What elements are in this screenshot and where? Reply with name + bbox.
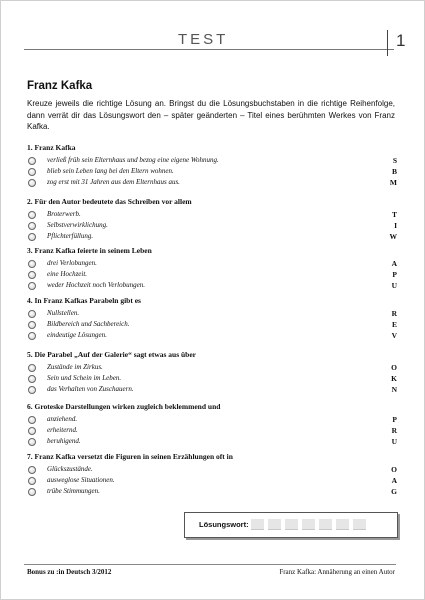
answer-option[interactable] [27,437,397,446]
answer-text: zog erst mit 31 Jahren aus dem Elternhaus aus. [47,178,180,186]
page-number: 1 [396,31,406,50]
answer-text: drei Verlobungen. [47,259,97,267]
answer-option[interactable] [27,270,397,279]
answer-option[interactable] [27,476,397,485]
answer-text: Nullstellen. [47,309,80,317]
question-title: 2. Für den Autor bedeutete das Schreiben vor allem [27,197,192,206]
radio-circle-icon[interactable] [28,282,36,290]
answer-text: trübe Stimmungen. [47,487,100,495]
answer-option[interactable] [27,281,397,290]
radio-circle-icon[interactable] [28,260,36,268]
solution-letter: I [394,221,397,230]
question-title: 3. Franz Kafka feierte in seinem Leben [27,246,152,255]
letter-slot[interactable] [285,519,298,530]
answer-option[interactable] [27,309,397,318]
solution-letter: R [391,309,397,318]
answer-option[interactable] [27,426,397,435]
answer-text: Zustände im Zirkus. [47,363,103,371]
radio-circle-icon[interactable] [28,477,36,485]
header-rule [24,49,394,50]
solution-letter: P [392,270,397,279]
answer-option[interactable] [27,331,397,340]
radio-circle-icon[interactable] [28,168,36,176]
footer-topic: Franz Kafka: Annäherung an einen Autor [279,568,395,576]
letter-slot[interactable] [251,519,264,530]
answer-option[interactable] [27,210,397,219]
solution-letter: V [391,331,397,340]
answer-option[interactable] [27,465,397,474]
question-title: 7. Franz Kafka versetzt die Figuren in seinen Erzählungen oft in [27,452,233,461]
answer-text: erheiternd. [47,426,78,434]
solution-letter: P [392,415,397,424]
solution-letter: O [391,363,397,372]
letter-slot[interactable] [302,519,315,530]
answer-text: Selbstverwirklichung. [47,221,108,229]
answer-text: Sein und Schein im Leben. [47,374,122,382]
letter-slot[interactable] [353,519,366,530]
answer-text: eindeutige Lösungen. [47,331,107,339]
answer-text: ausweglose Situationen. [47,476,115,484]
radio-circle-icon[interactable] [28,222,36,230]
radio-circle-icon[interactable] [28,466,36,474]
page-number-divider [387,30,388,56]
solution-letter: M [389,178,397,187]
answer-text: Bildbereich und Sachbereich. [47,320,130,328]
answer-text: beruhigend. [47,437,81,445]
radio-circle-icon[interactable] [28,438,36,446]
solution-letter: A [391,259,397,268]
answer-text: blieb sein Leben lang bei den Eltern wohnen. [47,167,174,175]
solution-letter: E [391,320,397,329]
radio-circle-icon[interactable] [28,375,36,383]
document-title: Franz Kafka [27,80,93,92]
footer-source: Bonus zu :in Deutsch 3/2012 [27,568,112,576]
answer-text: das Verhalten von Zuschauern. [47,385,134,393]
answer-option[interactable] [27,385,397,394]
radio-circle-icon[interactable] [28,386,36,394]
radio-circle-icon[interactable] [28,364,36,372]
solution-letter: O [391,465,397,474]
solution-letter: S [392,156,397,165]
radio-circle-icon[interactable] [28,179,36,187]
question-title: 5. Die Parabel „Auf der Galerie“ sagt etwas aus über [27,350,197,359]
answer-text: eine Hochzeit. [47,270,88,278]
instructions-paragraph: Kreuze jeweils die richtige Lösung an. Bringst du die Lösungsbuchstaben in die richtige Reihenfolge, dann verrät dir das Lösungswort den – später geänderten – Titel eines berühmten Werkes von Franz Kafka. [27,99,395,131]
answer-text: anziehend. [47,415,78,423]
loesungswort-box [184,512,398,538]
answer-option[interactable] [27,232,397,241]
solution-letter: K [391,374,397,383]
radio-circle-icon[interactable] [28,321,36,329]
answer-option[interactable] [27,374,397,383]
solution-letter: T [391,210,397,219]
answer-option[interactable] [27,156,397,165]
answer-option[interactable] [27,259,397,268]
answer-text: verließ früh sein Elternhaus und bezog eine eigene Wohnung. [47,156,219,164]
solution-letter: N [391,385,397,394]
radio-circle-icon[interactable] [28,332,36,340]
radio-circle-icon[interactable] [28,233,36,241]
letter-slot[interactable] [268,519,281,530]
solution-letter: A [391,476,397,485]
radio-circle-icon[interactable] [28,157,36,165]
answer-text: Broterwerb. [47,210,81,218]
answer-option[interactable] [27,167,397,176]
radio-circle-icon[interactable] [28,211,36,219]
radio-circle-icon[interactable] [28,271,36,279]
solution-letter: U [391,281,397,290]
question-title: 1. Franz Kafka [27,143,76,152]
answer-option[interactable] [27,221,397,230]
footer-rule [24,564,396,565]
answer-option[interactable] [27,487,397,496]
solution-letter: R [391,426,397,435]
answer-text: Glückszustände. [47,465,93,473]
loesungswort-label: Lösungswort: [199,520,249,529]
answer-option[interactable] [27,363,397,372]
answer-option[interactable] [27,320,397,329]
answer-text: weder Hochzeit noch Verlobungen. [47,281,145,289]
header-title: TEST [178,31,229,48]
solution-letter: G [391,487,397,496]
radio-circle-icon[interactable] [28,310,36,318]
letter-slot[interactable] [319,519,332,530]
question-title: 6. Groteske Darstellungen wirken zugleich beklemmend und [27,402,221,411]
letter-slot[interactable] [336,519,349,530]
question-title: 4. In Franz Kafkas Parabeln gibt es [27,296,141,305]
solution-letter: W [389,232,397,241]
radio-circle-icon[interactable] [28,488,36,496]
solution-letter: B [391,167,397,176]
solution-letter: U [391,437,397,446]
radio-circle-icon[interactable] [28,416,36,424]
answer-option[interactable] [27,178,397,187]
radio-circle-icon[interactable] [28,427,36,435]
answer-option[interactable] [27,415,397,424]
answer-text: Pflichterfüllung. [47,232,94,240]
